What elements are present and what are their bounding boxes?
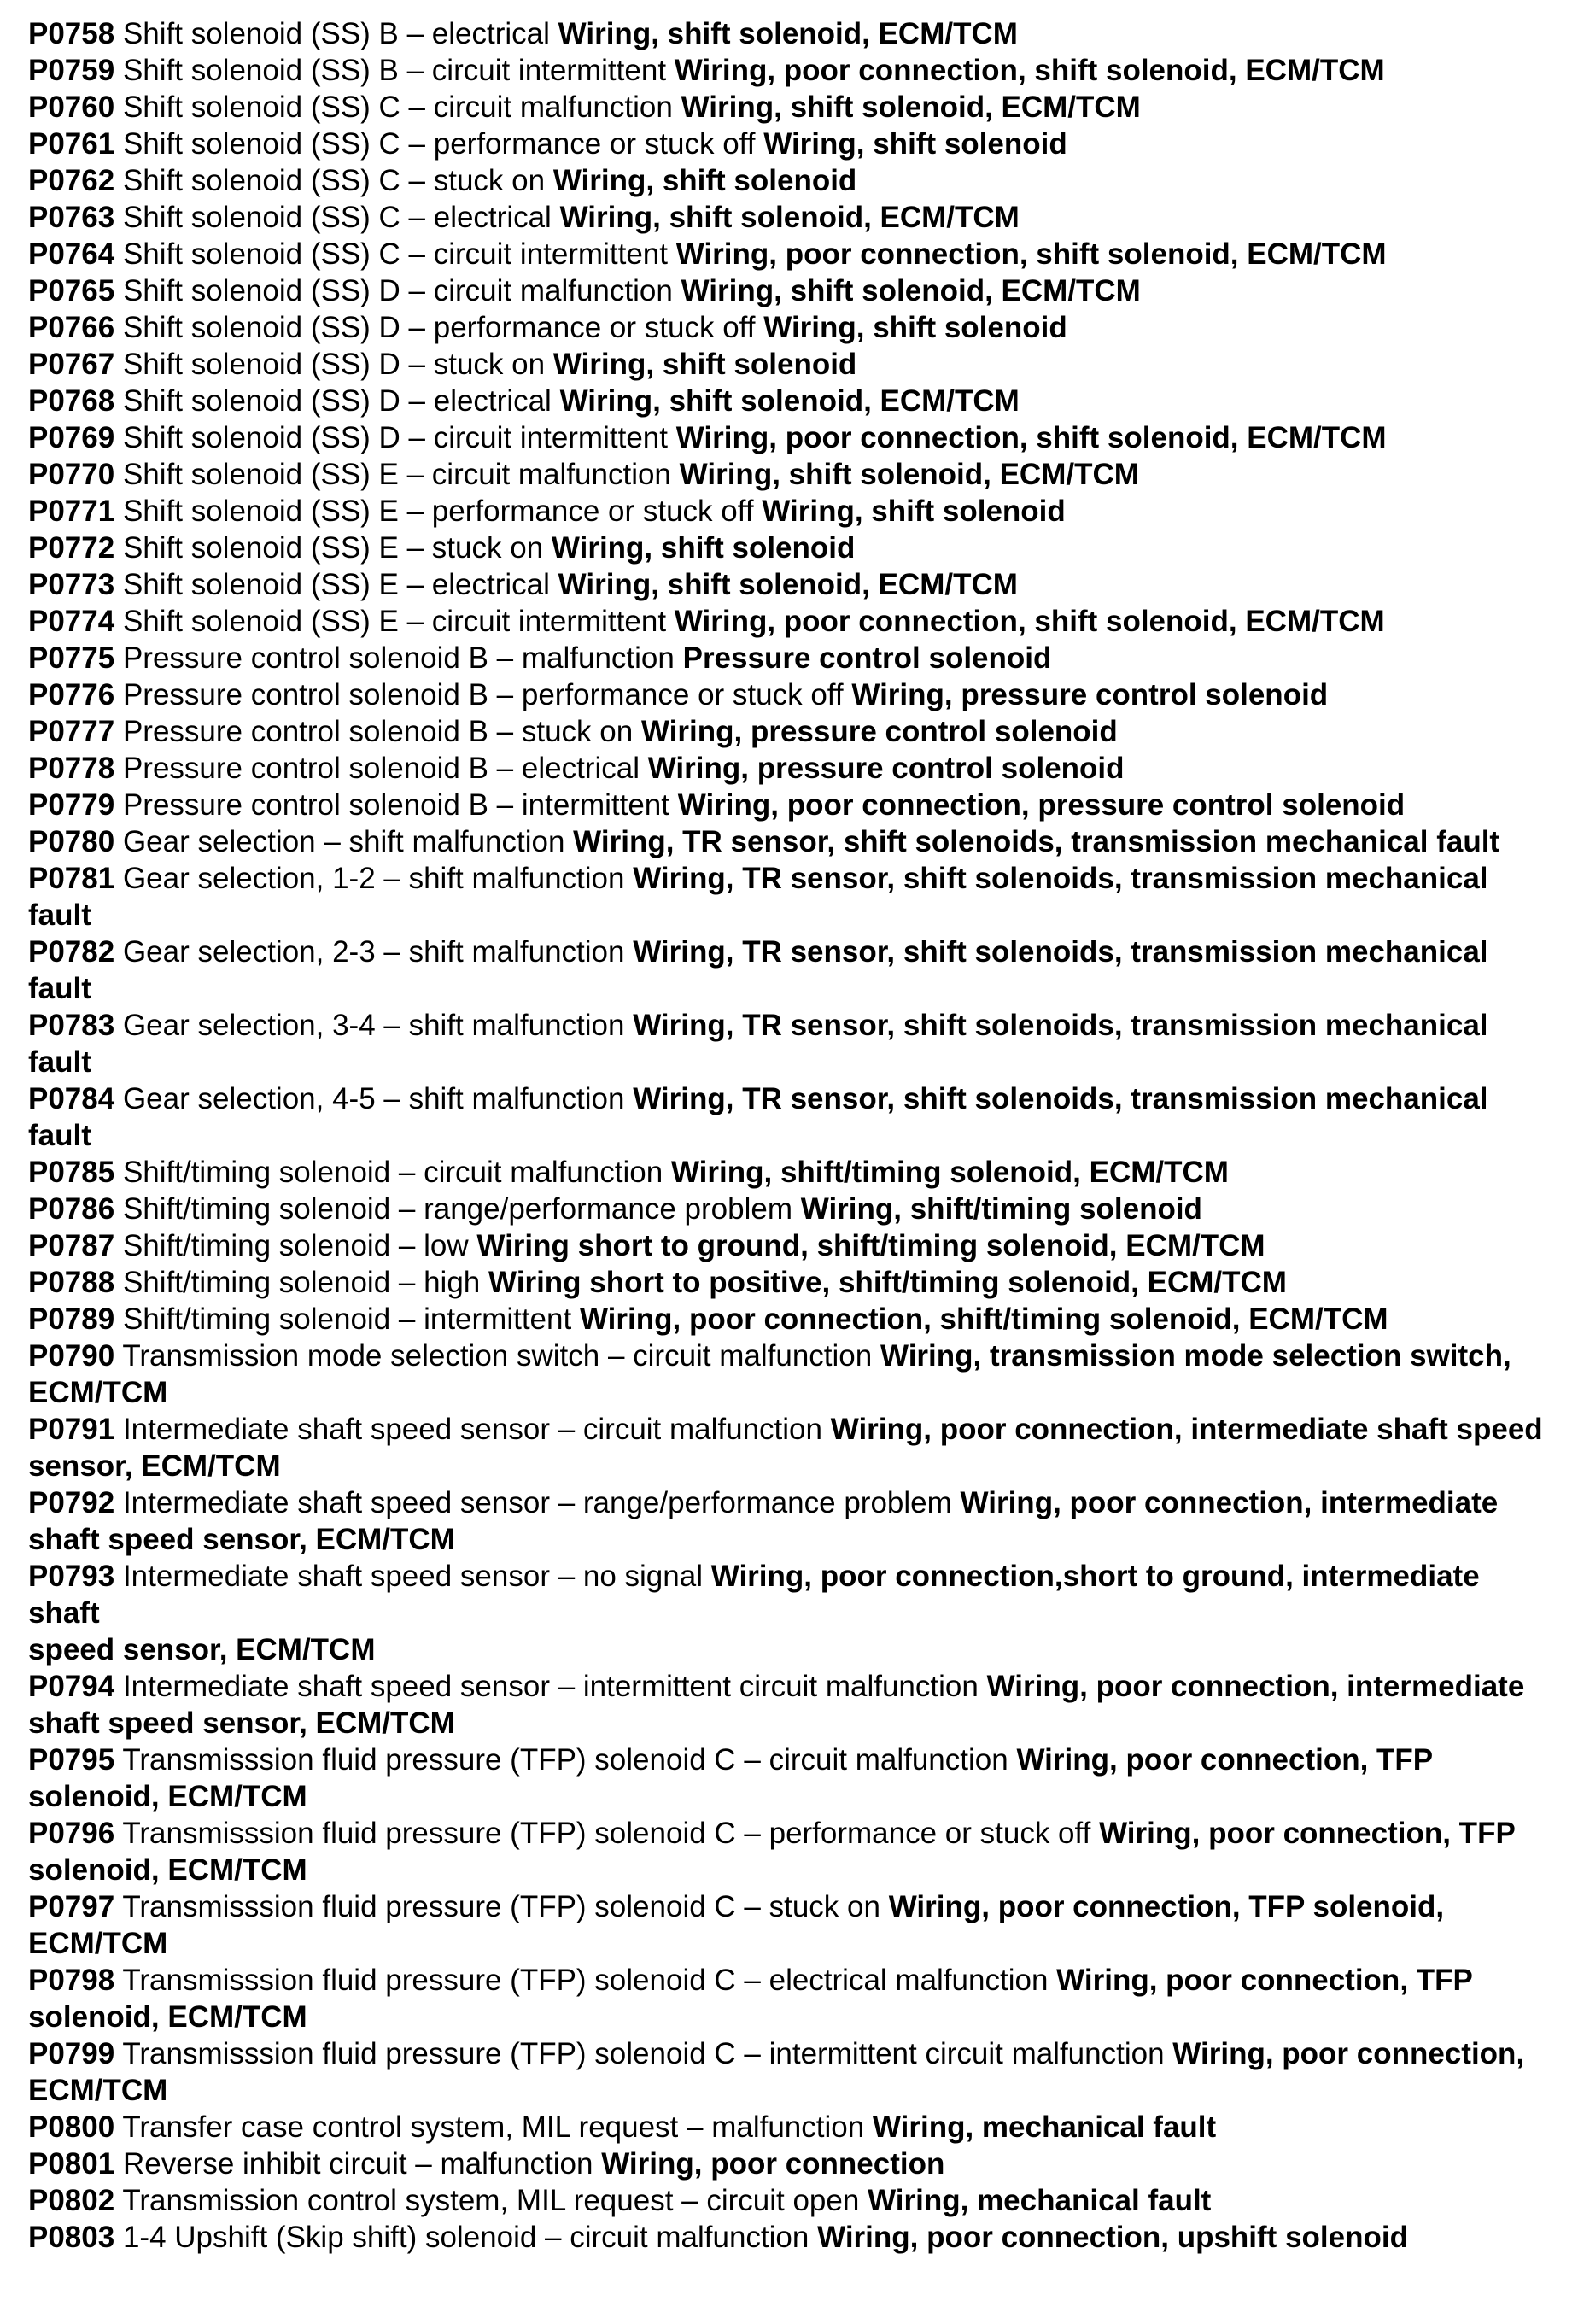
dtc-entry — [28, 2109, 1557, 2145]
dtc-entry — [28, 346, 1557, 383]
dtc-entry — [28, 1301, 1557, 1338]
dtc-probable-cause: Wiring, TR sensor, shift solenoids, transmission mechanical fault — [28, 862, 1488, 932]
dtc-code: P0762 — [28, 164, 115, 197]
dtc-probable-cause: Wiring, shift solenoid — [763, 311, 1067, 344]
dtc-description: Shift solenoid (SS) E – circuit malfunction — [122, 458, 671, 491]
dtc-probable-cause: Wiring, poor connection, upshift solenoid — [817, 2221, 1408, 2254]
dtc-entry — [28, 1558, 1557, 1668]
dtc-code: P0767 — [28, 348, 115, 381]
dtc-entry — [28, 1154, 1557, 1191]
dtc-entry — [28, 1888, 1557, 1962]
dtc-code: P0784 — [28, 1082, 115, 1115]
dtc-entry — [28, 419, 1557, 456]
dtc-code: P0773 — [28, 568, 115, 601]
dtc-probable-cause: Wiring, shift solenoid, ECM/TCM — [558, 17, 1018, 50]
dtc-probable-cause: Wiring, poor connection, pressure control solenoid — [677, 788, 1406, 822]
dtc-entry — [28, 860, 1557, 934]
dtc-probable-cause: Wiring, TR sensor, shift solenoids, transmission mechanical fault — [28, 935, 1488, 1005]
dtc-entry — [28, 493, 1557, 530]
dtc-probable-cause: Wiring, poor connection, shift solenoid, ECM/TCM — [674, 54, 1385, 87]
dtc-description: Shift solenoid (SS) E – electrical — [122, 568, 550, 601]
dtc-entry — [28, 2035, 1557, 2109]
dtc-code: P0777 — [28, 715, 115, 748]
dtc-entry — [28, 750, 1557, 787]
dtc-code: P0768 — [28, 384, 115, 418]
dtc-probable-cause: Wiring, TR sensor, shift solenoids, transmission mechanical fault — [573, 825, 1500, 858]
dtc-code: P0792 — [28, 1486, 115, 1519]
dtc-entry — [28, 126, 1557, 162]
dtc-entry — [28, 1227, 1557, 1264]
dtc-entry — [28, 1962, 1557, 2035]
dtc-probable-cause: Wiring, poor connection, TFP solenoid, ECM/TCM — [28, 1817, 1516, 1887]
dtc-code: P0789 — [28, 1302, 115, 1336]
dtc-description: Shift solenoid (SS) D – circuit malfunction — [122, 274, 673, 307]
dtc-entry — [28, 309, 1557, 346]
dtc-probable-cause: Wiring, shift solenoid, ECM/TCM — [681, 274, 1141, 307]
dtc-code: P0783 — [28, 1009, 115, 1042]
dtc-probable-cause: Wiring, shift solenoid, ECM/TCM — [559, 201, 1020, 234]
dtc-description: Pressure control solenoid B – performance or stuck off — [122, 678, 844, 711]
dtc-probable-cause: Wiring, poor connection, shift solenoid, ECM/TCM — [674, 605, 1385, 638]
dtc-description: Transmisssion fluid pressure (TFP) solenoid C – performance or stuck off — [122, 1817, 1091, 1850]
dtc-probable-cause: Wiring, poor connection, intermediate shaft speed sensor, ECM/TCM — [28, 1670, 1525, 1740]
dtc-code: P0760 — [28, 91, 115, 124]
dtc-code: P0794 — [28, 1670, 115, 1703]
dtc-code: P0758 — [28, 17, 115, 50]
dtc-description: Gear selection – shift malfunction — [122, 825, 565, 858]
dtc-entry — [28, 640, 1557, 676]
dtc-entry — [28, 2145, 1557, 2182]
dtc-entry — [28, 1411, 1557, 1484]
dtc-probable-cause: Wiring, shift solenoid — [551, 531, 856, 565]
dtc-entry — [28, 713, 1557, 750]
dtc-description: Intermediate shaft speed sensor – range/performance problem — [122, 1486, 952, 1519]
dtc-description: Transmisssion fluid pressure (TFP) solenoid C – circuit malfunction — [122, 1743, 1008, 1777]
dtc-entry — [28, 2182, 1557, 2219]
dtc-code: P0801 — [28, 2147, 115, 2181]
dtc-code: P0765 — [28, 274, 115, 307]
dtc-probable-cause: Wiring, poor connection, TFP solenoid, ECM/TCM — [28, 1964, 1473, 2034]
dtc-description: Transmisssion fluid pressure (TFP) solenoid C – electrical malfunction — [122, 1964, 1049, 1997]
dtc-description: Shift solenoid (SS) E – circuit intermittent — [122, 605, 667, 638]
dtc-code: P0790 — [28, 1339, 115, 1373]
dtc-description: Intermediate shaft speed sensor – intermittent circuit malfunction — [122, 1670, 979, 1703]
dtc-probable-cause: Wiring, shift/timing solenoid, ECM/TCM — [670, 1156, 1229, 1189]
dtc-probable-cause: Wiring, poor connection, intermediate shaft speed sensor, ECM/TCM — [28, 1486, 1499, 1556]
dtc-code: P0774 — [28, 605, 115, 638]
dtc-code: P0764 — [28, 237, 115, 271]
dtc-probable-cause: Wiring, poor connection, TFP solenoid, ECM/TCM — [28, 1743, 1433, 1813]
dtc-probable-cause: Wiring, shift solenoid — [552, 164, 857, 197]
dtc-code: P0776 — [28, 678, 115, 711]
dtc-code: P0786 — [28, 1192, 115, 1226]
dtc-description: Transmission control system, MIL request – circuit open — [122, 2184, 860, 2217]
dtc-code: P0766 — [28, 311, 115, 344]
dtc-description: Shift/timing solenoid – high — [122, 1266, 481, 1299]
dtc-description: Shift solenoid (SS) D – stuck on — [122, 348, 546, 381]
dtc-description: Pressure control solenoid B – intermittent — [122, 788, 669, 822]
dtc-probable-cause: Wiring, shift solenoid, ECM/TCM — [559, 384, 1020, 418]
dtc-code: P0785 — [28, 1156, 115, 1189]
dtc-code: P0772 — [28, 531, 115, 565]
dtc-probable-cause: Wiring short to ground, shift/timing solenoid, ECM/TCM — [476, 1229, 1265, 1262]
dtc-probable-cause: Wiring short to positive, shift/timing solenoid, ECM/TCM — [488, 1266, 1287, 1299]
dtc-probable-cause: Wiring, pressure control solenoid — [640, 715, 1118, 748]
dtc-entry — [28, 1007, 1557, 1080]
dtc-description: Gear selection, 2-3 – shift malfunction — [122, 935, 625, 969]
dtc-description: Shift solenoid (SS) D – electrical — [122, 384, 552, 418]
dtc-entry — [28, 199, 1557, 236]
dtc-description: Shift solenoid (SS) C – circuit intermittent — [122, 237, 668, 271]
dtc-description: Gear selection, 3-4 – shift malfunction — [122, 1009, 625, 1042]
dtc-description: Shift solenoid (SS) E – stuck on — [122, 531, 544, 565]
dtc-code: P0780 — [28, 825, 115, 858]
dtc-probable-cause: Wiring, poor connection, shift solenoid, ECM/TCM — [675, 237, 1387, 271]
dtc-probable-cause: Wiring, poor connection, shift solenoid, ECM/TCM — [675, 421, 1387, 454]
dtc-entry — [28, 1191, 1557, 1227]
dtc-description: Shift solenoid (SS) B – electrical — [122, 17, 550, 50]
dtc-entry — [28, 236, 1557, 272]
dtc-probable-cause: Wiring, mechanical fault — [868, 2184, 1212, 2217]
dtc-description: Pressure control solenoid B – electrical — [122, 752, 640, 785]
dtc-probable-cause: Pressure control solenoid — [682, 641, 1052, 675]
dtc-description: Shift solenoid (SS) C – performance or stuck off — [122, 127, 756, 161]
dtc-description: Intermediate shaft speed sensor – no signal — [122, 1560, 703, 1593]
dtc-probable-cause: Wiring, pressure control solenoid — [851, 678, 1329, 711]
dtc-entry — [28, 1338, 1557, 1411]
dtc-entry — [28, 89, 1557, 126]
dtc-description: Transfer case control system, MIL request – malfunction — [122, 2110, 865, 2144]
dtc-description: Shift/timing solenoid – circuit malfunction — [122, 1156, 663, 1189]
dtc-description: Shift solenoid (SS) C – electrical — [122, 201, 552, 234]
dtc-probable-cause: Wiring, poor connection, intermediate shaft speed sensor, ECM/TCM — [28, 1413, 1543, 1483]
dtc-entry — [28, 15, 1557, 52]
dtc-entry — [28, 383, 1557, 419]
dtc-code: P0775 — [28, 641, 115, 675]
dtc-entry — [28, 1080, 1557, 1154]
dtc-code: P0782 — [28, 935, 115, 969]
dtc-code: P0791 — [28, 1413, 115, 1446]
dtc-code: P0796 — [28, 1817, 115, 1850]
dtc-code: P0797 — [28, 1890, 115, 1923]
dtc-probable-cause: Wiring, shift solenoid — [762, 495, 1066, 528]
dtc-entry — [28, 1264, 1557, 1301]
dtc-description: Shift solenoid (SS) B – circuit intermittent — [122, 54, 667, 87]
dtc-probable-cause: Wiring, TR sensor, shift solenoids, transmission mechanical fault — [28, 1082, 1488, 1152]
dtc-code: P0803 — [28, 2221, 115, 2254]
dtc-description: Gear selection, 1-2 – shift malfunction — [122, 862, 625, 895]
dtc-entry — [28, 566, 1557, 603]
dtc-probable-cause-continued: speed sensor, ECM/TCM — [28, 1633, 376, 1666]
dtc-code: P0771 — [28, 495, 115, 528]
dtc-probable-cause: Wiring, poor connection, ECM/TCM — [28, 2037, 1525, 2107]
dtc-description: Shift solenoid (SS) E – performance or stuck off — [122, 495, 754, 528]
dtc-code: P0800 — [28, 2110, 115, 2144]
dtc-probable-cause: Wiring, poor connection — [601, 2147, 945, 2181]
dtc-probable-cause: Wiring, poor connection, TFP solenoid, ECM/TCM — [28, 1890, 1445, 1960]
dtc-probable-cause: Wiring, shift solenoid, ECM/TCM — [558, 568, 1018, 601]
dtc-description: Transmisssion fluid pressure (TFP) solenoid C – intermittent circuit malfunction — [122, 2037, 1165, 2070]
dtc-description: Intermediate shaft speed sensor – circuit malfunction — [122, 1413, 822, 1446]
dtc-code: P0778 — [28, 752, 115, 785]
dtc-description: Shift solenoid (SS) D – circuit intermittent — [122, 421, 668, 454]
dtc-probable-cause: Wiring, transmission mode selection switch, ECM/TCM — [28, 1339, 1511, 1409]
dtc-entry — [28, 272, 1557, 309]
dtc-code: P0779 — [28, 788, 115, 822]
dtc-entry — [28, 530, 1557, 566]
dtc-description: Shift/timing solenoid – intermittent — [122, 1302, 572, 1336]
dtc-probable-cause: Wiring, TR sensor, shift solenoids, transmission mechanical fault — [28, 1009, 1488, 1079]
dtc-entry — [28, 1815, 1557, 1888]
dtc-probable-cause: Wiring, mechanical fault — [872, 2110, 1217, 2144]
dtc-probable-cause: Wiring, shift solenoid, ECM/TCM — [681, 91, 1141, 124]
dtc-description: Shift/timing solenoid – low — [122, 1229, 469, 1262]
dtc-probable-cause: Wiring, poor connection, shift/timing solenoid, ECM/TCM — [579, 1302, 1388, 1336]
dtc-probable-cause: Wiring, pressure control solenoid — [647, 752, 1125, 785]
dtc-entry — [28, 2219, 1557, 2256]
dtc-probable-cause: Wiring, poor connection,short to ground, intermediate shaft — [28, 1560, 1480, 1630]
dtc-description: Pressure control solenoid B – stuck on — [122, 715, 634, 748]
dtc-code: P0770 — [28, 458, 115, 491]
dtc-probable-cause: Wiring, shift solenoid — [763, 127, 1067, 161]
dtc-code: P0769 — [28, 421, 115, 454]
dtc-code: P0759 — [28, 54, 115, 87]
dtc-entry — [28, 456, 1557, 493]
dtc-description: Shift solenoid (SS) C – circuit malfunction — [122, 91, 673, 124]
dtc-probable-cause: Wiring, shift solenoid, ECM/TCM — [679, 458, 1139, 491]
dtc-entry — [28, 1668, 1557, 1742]
dtc-entry — [28, 162, 1557, 199]
dtc-code: P0781 — [28, 862, 115, 895]
dtc-description: Pressure control solenoid B – malfunction — [122, 641, 675, 675]
dtc-description: Transmisssion fluid pressure (TFP) solenoid C – stuck on — [122, 1890, 880, 1923]
dtc-entry — [28, 1742, 1557, 1815]
dtc-entry — [28, 934, 1557, 1007]
dtc-description: Gear selection, 4-5 – shift malfunction — [122, 1082, 625, 1115]
dtc-probable-cause: Wiring, shift/timing solenoid — [800, 1192, 1202, 1226]
dtc-entry — [28, 676, 1557, 713]
dtc-code-list — [28, 15, 1557, 2256]
dtc-entry — [28, 52, 1557, 89]
dtc-code: P0787 — [28, 1229, 115, 1262]
dtc-description: Shift solenoid (SS) D – performance or stuck off — [122, 311, 756, 344]
dtc-code: P0802 — [28, 2184, 115, 2217]
dtc-code: P0763 — [28, 201, 115, 234]
dtc-description: Transmission mode selection switch – circuit malfunction — [122, 1339, 873, 1373]
dtc-code: P0761 — [28, 127, 115, 161]
dtc-entry — [28, 1484, 1557, 1558]
dtc-entry — [28, 823, 1557, 860]
dtc-probable-cause: Wiring, shift solenoid — [552, 348, 857, 381]
dtc-code: P0788 — [28, 1266, 115, 1299]
dtc-description: Shift/timing solenoid – range/performance problem — [122, 1192, 792, 1226]
dtc-entry — [28, 603, 1557, 640]
dtc-code: P0799 — [28, 2037, 115, 2070]
dtc-code: P0795 — [28, 1743, 115, 1777]
dtc-description: Shift solenoid (SS) C – stuck on — [122, 164, 546, 197]
dtc-entry — [28, 787, 1557, 823]
dtc-code: P0793 — [28, 1560, 115, 1593]
dtc-description: Reverse inhibit circuit – malfunction — [122, 2147, 593, 2181]
dtc-code: P0798 — [28, 1964, 115, 1997]
dtc-description: 1-4 Upshift (Skip shift) solenoid – circuit malfunction — [122, 2221, 809, 2254]
